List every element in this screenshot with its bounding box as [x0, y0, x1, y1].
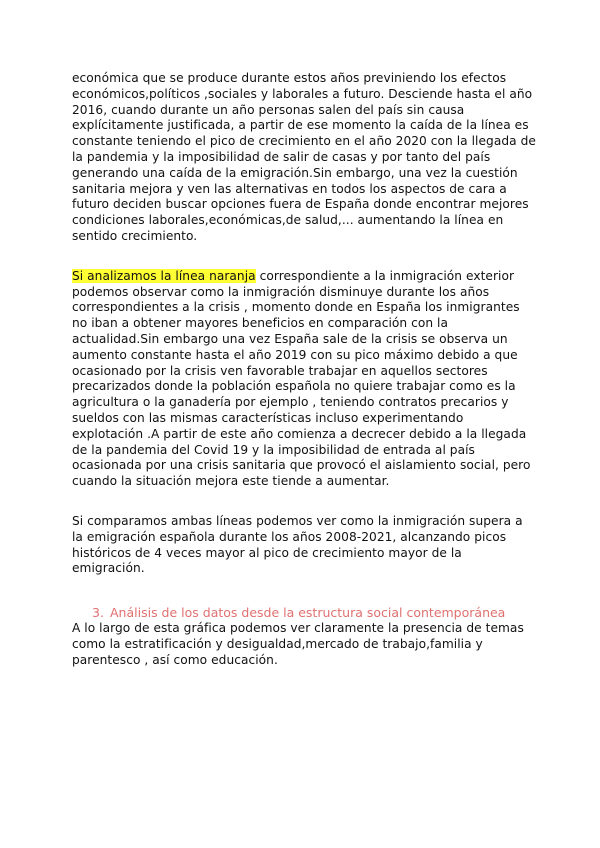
paragraph-immigration-body: correspondiente a la inmigración exterior podemos observar como la inmigración disminuye durante los años correspondientes a la crisis , momento donde en España los inmigrantes no iban a obtener mayores beneficios en comparación con la actualidad.Sin embargo una vez España sale de la crisis se observa un aumento constante hasta el año 2019 con su pico máximo debido a que ocasionado por la crisis ven favorable trabajar en aquellos sectores precarizados donde la población española no quiere trabajar como es la agricultura o la ganadería por ejemplo , teniendo contratos precarios y sueldos con las mismas características incluso experimentando explotación .A partir de este año comienza a decrecer debido a la llegada de la pandemia del Covid 19 y la imposibilidad de entrada al país ocasionada por una crisis sanitaria que provocó el aislamiento social, pero cuando la situación mejora este tiende a aumentar. — [72, 268, 531, 489]
paragraph-spacer — [72, 577, 536, 605]
paragraph-immigration-analysis — [72, 269, 536, 490]
paragraph-spacer — [72, 490, 536, 514]
section-heading-text: Análisis de los datos desde la estructura social contemporánea — [110, 605, 506, 621]
paragraph-spacer — [72, 245, 536, 269]
paragraph-social-structure: A lo largo de esta gráfica podemos ver claramente la presencia de temas como la estratificación y desigualdad,mercado de trabajo,familia y parentesco , así como educación. — [72, 620, 524, 667]
section-heading — [92, 605, 536, 621]
highlighted-text: Si analizamos la línea naranja — [72, 268, 256, 283]
paragraph-comparison: Si comparamos ambas líneas podemos ver como la inmigración supera a la emigración española durante los años 2008-2021, alcanzando picos históricos de 4 veces mayor al pico de crecimiento mayor de la emigración. — [72, 513, 523, 576]
section-heading-number: 3. — [92, 605, 104, 621]
paragraph-emigration-analysis: económica que se produce durante estos años previniendo los efectos económicos,políticos ,sociales y laborales a futuro. Desciende hasta el año 2016, cuando durante un año personas salen del país sin causa explícitamente justificada, a partir de ese momento la caída de la línea es constante teniendo el pico de crecimiento en el año 2020 con la llegada de la pandemia y la imposibilidad de salir de casas y por tanto del país generando una caída de la emigración.Sin embargo, una vez la cuestión sanitaria mejora y ven las alternativas en todos los aspectos de cara a futuro deciden buscar opciones fuera de España donde encontrar mejores condiciones laborales,económicas,de salud,... aumentando la línea en sentido crecimiento. — [72, 71, 536, 243]
